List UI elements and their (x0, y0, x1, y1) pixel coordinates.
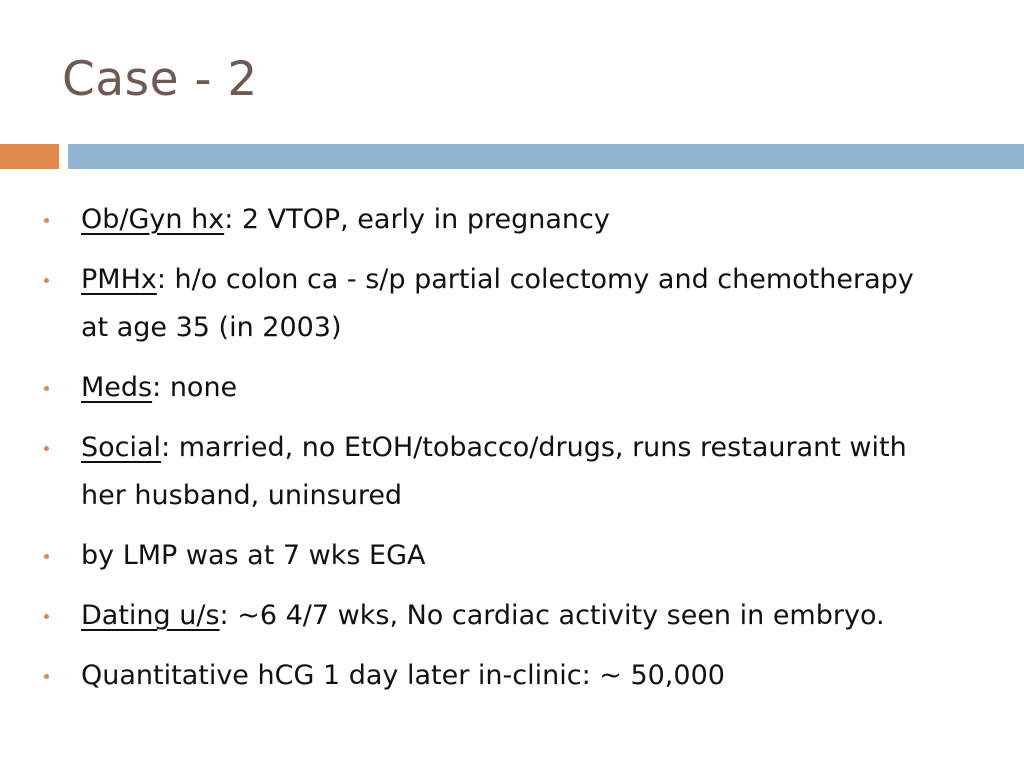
bullet-separator: : (219, 600, 229, 631)
bullet-term: Ob/Gyn hx (81, 204, 225, 235)
bullet-item (0, 424, 1024, 520)
bullet-text: ~6 4/7 wks, No cardiac activity seen in embryo. (228, 600, 885, 631)
bullet-term: Meds (81, 372, 153, 403)
bullet-dot-icon (44, 278, 49, 283)
slide-title: Case - 2 (62, 52, 258, 107)
bullet-item (0, 592, 1024, 640)
bullet-dot-icon (44, 218, 49, 223)
bullet-dot-icon (44, 554, 49, 559)
bullet-term: Social (81, 432, 162, 463)
bullet-text: none (161, 372, 238, 403)
bullet-text: married, no EtOH/tobacco/drugs, runs restaurant with her husband, uninsured (81, 432, 907, 511)
bullet-item (0, 364, 1024, 412)
bullet-separator: : (152, 372, 162, 403)
bullet-separator: : (161, 432, 171, 463)
bullet-separator: : (156, 264, 166, 295)
bullet-text: Quantitative hCG 1 day later in-clinic: ~ 50,000 (81, 660, 725, 691)
bullet-term: Dating u/s (81, 600, 220, 631)
bullet-term: PMHx (81, 264, 157, 295)
bullet-dot-icon (44, 674, 49, 679)
bullet-text: h/o colon ca - s/p partial colectomy and chemotherapy at age 35 (in 2003) (81, 264, 914, 343)
bullet-item (0, 196, 1024, 244)
bullet-dot-icon (44, 614, 49, 619)
bullet-text: by LMP was at 7 wks EGA (81, 540, 426, 571)
bullet-item (0, 652, 1024, 700)
bullet-separator: : (224, 204, 234, 235)
bullet-text: 2 VTOP, early in pregnancy (233, 204, 610, 235)
bullet-dot-icon (44, 446, 49, 451)
title-rule-bar (68, 144, 1024, 169)
title-rule-accent (0, 144, 59, 169)
bullet-list (0, 196, 1024, 712)
bullet-item (0, 256, 1024, 352)
bullet-dot-icon (44, 386, 49, 391)
bullet-item (0, 532, 1024, 580)
